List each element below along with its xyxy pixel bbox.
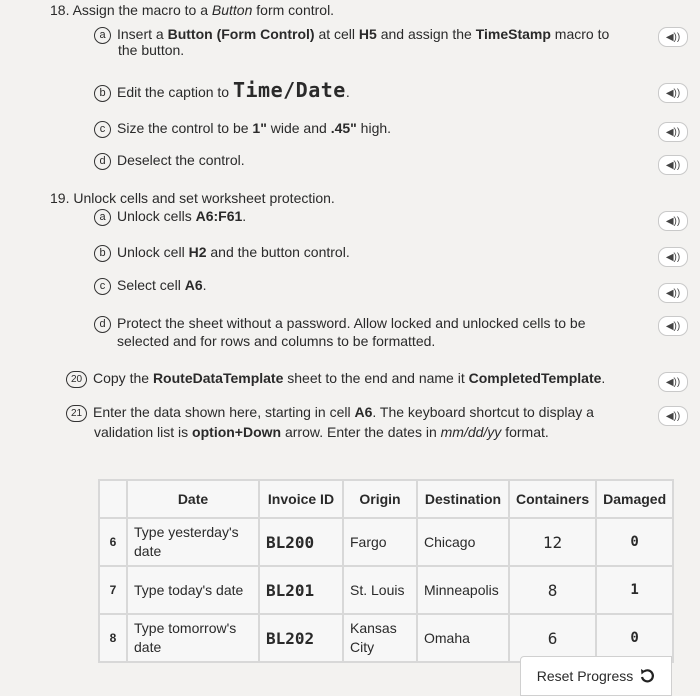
column-header: Destination <box>417 480 509 518</box>
audio-play-icon[interactable]: ◀)) <box>658 155 688 175</box>
column-header: Date <box>127 480 259 518</box>
question-number: 20 <box>66 371 87 388</box>
question-bold: option+Down <box>192 424 282 440</box>
step-bold: 1" <box>252 120 267 136</box>
origin-cell: St. Louis <box>343 566 417 614</box>
containers-cell: 8 <box>509 566 596 614</box>
column-header: Origin <box>343 480 417 518</box>
step-text: . <box>202 277 207 293</box>
step-text: high. <box>356 120 392 136</box>
step-letter: a <box>94 27 111 44</box>
step-text: . <box>242 208 247 224</box>
caption-code: Time/Date <box>232 78 346 102</box>
step-text: Protect the sheet without a password. Allow locked and unlocked cells to be <box>117 315 586 331</box>
step-letter: c <box>94 278 111 295</box>
question-text: form control. <box>252 2 335 18</box>
date-cell: Type yesterday's date <box>127 518 259 566</box>
destination-cell: Minneapolis <box>417 566 509 614</box>
audio-play-icon[interactable]: ◀)) <box>658 406 688 426</box>
question-text: Enter the data shown here, starting in cell <box>93 404 355 420</box>
question-emphasis: mm/dd/yy <box>440 424 502 440</box>
question-text: Copy the <box>93 370 153 386</box>
question-21-line2 <box>94 424 549 440</box>
table-row <box>99 518 673 566</box>
column-header: Invoice ID <box>259 480 343 518</box>
step-text: Unlock cell <box>117 244 189 260</box>
question-bold: A6 <box>354 404 373 420</box>
step-18b <box>94 78 350 102</box>
column-header: Containers <box>509 480 596 518</box>
step-text: wide and <box>266 120 331 136</box>
audio-play-icon[interactable]: ◀)) <box>658 247 688 267</box>
damaged-cell: 0 <box>596 614 673 662</box>
question-bold: RouteDataTemplate <box>152 370 284 386</box>
step-18d <box>94 152 245 170</box>
audio-play-icon[interactable]: ◀)) <box>658 372 688 392</box>
table-row <box>99 566 673 614</box>
step-text: . <box>345 84 350 100</box>
question-text-emphasis: Button <box>211 2 253 18</box>
question-text: sheet to the end and name it <box>283 370 469 386</box>
row-number: 7 <box>99 566 127 614</box>
step-bold: A6 <box>184 277 203 293</box>
step-19b <box>94 244 350 262</box>
step-bold: H5 <box>358 26 377 42</box>
question-text: validation list is <box>94 424 193 440</box>
step-text: Deselect the control. <box>117 152 245 168</box>
audio-play-icon[interactable]: ◀)) <box>658 83 688 103</box>
row-number-header <box>99 480 127 518</box>
step-text: Unlock cells <box>117 208 196 224</box>
step-letter: d <box>94 316 111 333</box>
step-text: Insert a <box>117 26 168 42</box>
question-number: 19. <box>50 190 70 206</box>
invoice-cell: BL202 <box>259 614 343 662</box>
step-text: Select cell <box>117 277 185 293</box>
question-bold: CompletedTemplate <box>468 370 602 386</box>
question-18 <box>50 2 334 18</box>
reset-progress-label: Reset Progress <box>536 668 634 684</box>
row-number: 8 <box>99 614 127 662</box>
column-header: Damaged <box>596 480 673 518</box>
origin-cell: Kansas City <box>343 614 417 662</box>
damaged-cell: 1 <box>596 566 673 614</box>
audio-play-icon[interactable]: ◀)) <box>658 283 688 303</box>
refresh-icon <box>639 668 655 684</box>
question-21 <box>66 404 594 422</box>
step-19d-line2: selected and for rows and columns to be formatted. <box>117 333 436 349</box>
step-19c <box>94 277 207 295</box>
step-18a-line2: the button. <box>118 42 185 58</box>
damaged-cell: 0 <box>596 518 673 566</box>
containers-cell: 6 <box>509 614 596 662</box>
invoice-cell: BL201 <box>259 566 343 614</box>
step-letter: d <box>94 153 111 170</box>
question-20 <box>66 370 605 388</box>
invoice-cell: BL200 <box>259 518 343 566</box>
reset-progress-button[interactable] <box>520 656 672 696</box>
question-text: Assign the macro to a <box>72 2 212 18</box>
audio-play-icon[interactable]: ◀)) <box>658 122 688 142</box>
step-text: Edit the caption to <box>117 84 233 100</box>
table-header-row <box>99 480 673 518</box>
date-cell: Type today's date <box>127 566 259 614</box>
step-text: Size the control to be <box>117 120 253 136</box>
question-text: . <box>601 370 606 386</box>
step-bold: .45" <box>330 120 357 136</box>
audio-play-icon[interactable]: ◀)) <box>658 27 688 47</box>
step-text: and assign the <box>376 26 476 42</box>
table-row <box>99 614 673 662</box>
step-letter: c <box>94 121 111 138</box>
step-bold: TimeStamp <box>475 26 551 42</box>
destination-cell: Omaha <box>417 614 509 662</box>
question-number: 18. <box>50 2 70 18</box>
question-text: . The keyboard shortcut to display a <box>372 404 594 420</box>
containers-cell: 12 <box>509 518 596 566</box>
step-bold: H2 <box>188 244 207 260</box>
date-cell: Type tomorrow's date <box>127 614 259 662</box>
question-text: arrow. Enter the dates in <box>281 424 441 440</box>
step-bold: Button (Form Control) <box>167 26 315 42</box>
question-number: 21 <box>66 405 87 422</box>
step-19a <box>94 208 246 226</box>
step-bold: A6:F61 <box>195 208 243 224</box>
audio-play-icon[interactable]: ◀)) <box>658 316 688 336</box>
question-19 <box>50 190 335 206</box>
destination-cell: Chicago <box>417 518 509 566</box>
step-letter: a <box>94 209 111 226</box>
row-number: 6 <box>99 518 127 566</box>
data-table <box>98 479 674 663</box>
step-text: macro to <box>550 26 610 42</box>
step-text: and the button control. <box>206 244 350 260</box>
step-19d <box>94 315 586 333</box>
step-letter: b <box>94 85 111 102</box>
step-text: at cell <box>314 26 359 42</box>
question-text: format. <box>501 424 549 440</box>
origin-cell: Fargo <box>343 518 417 566</box>
step-18c <box>94 120 391 138</box>
audio-play-icon[interactable]: ◀)) <box>658 211 688 231</box>
question-text: Unlock cells and set worksheet protection. <box>73 190 335 206</box>
step-letter: b <box>94 245 111 262</box>
